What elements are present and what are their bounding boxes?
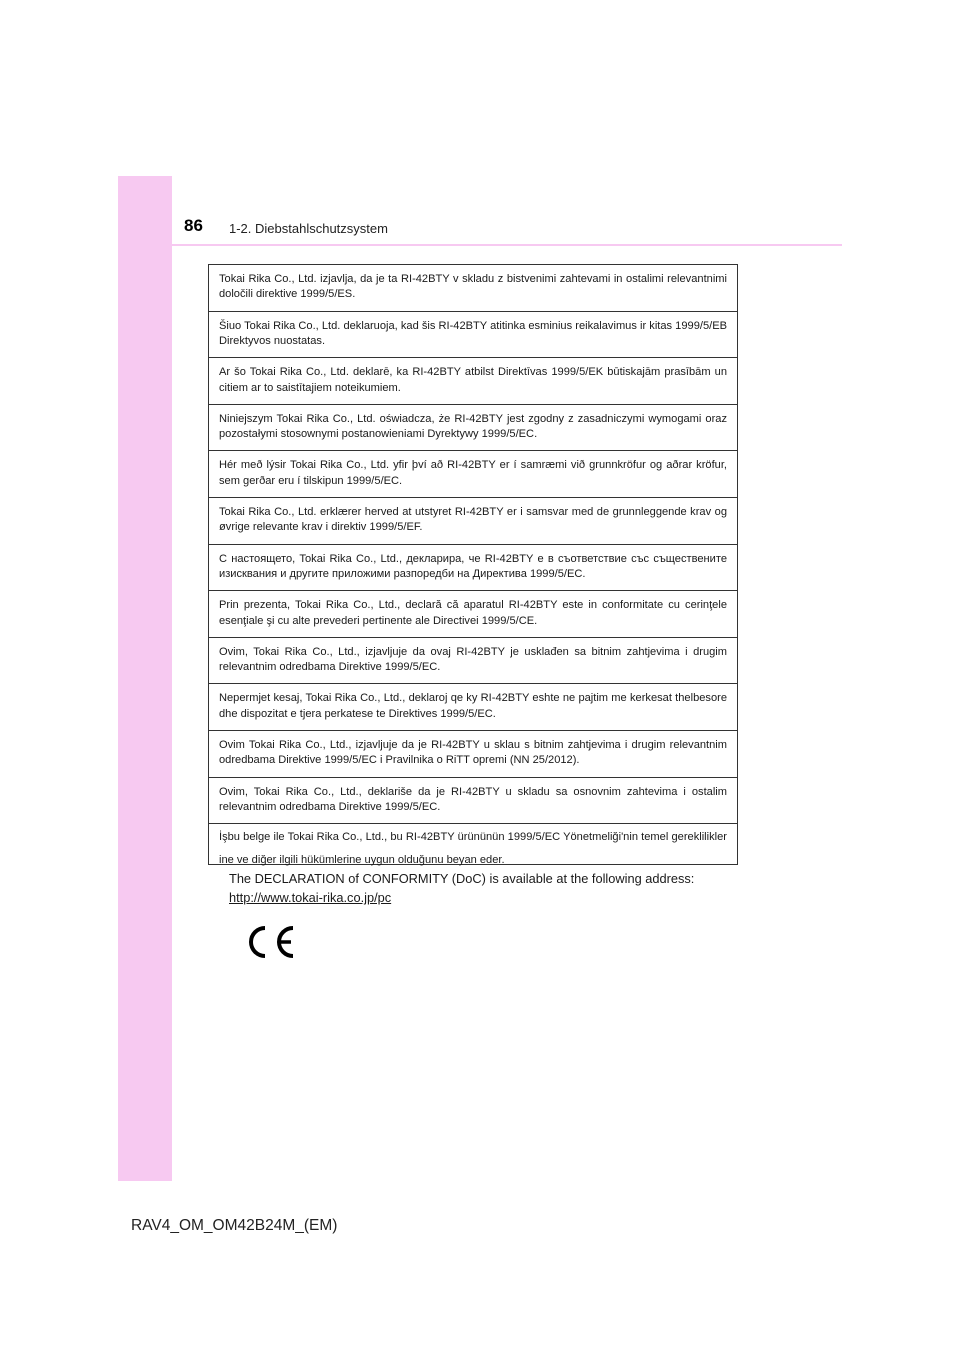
ce-mark-icon	[243, 924, 299, 965]
page-number: 86	[184, 216, 203, 235]
document-code: RAV4_OM_OM42B24M_(EM)	[131, 1217, 338, 1234]
declaration-row-croatian: Ovim Tokai Rika Co., Ltd., izjavljuje da je RI-42BTY u sklau s bitnim zahtjevima i drugim relevantnim odredbama Direktive 1999/5/EC i Pravilnika o RiTT opremi (NN 25/2012).	[209, 731, 737, 778]
doc-availability-note: The DECLARATION of CONFORMITY (DoC) is available at the following address:	[229, 871, 695, 886]
declaration-row-lithuanian: Šiuo Tokai Rika Co., Ltd. deklaruoja, kad šis RI-42BTY atitinka esminius reikalavimus ir kitas 1999/5/EB Direktyvos nuostatas.	[209, 312, 737, 359]
header-rule	[172, 244, 842, 246]
section-title: 1-2. Diebstahlschutzsystem	[229, 221, 388, 236]
declaration-row-bosnian: Ovim, Tokai Rika Co., Ltd., izjavljuje da ovaj RI-42BTY je usklađen sa bitnim zahtjevima i drugim relevantnim odredbama Direktive 1999/5/EC.	[209, 638, 737, 685]
declaration-row-icelandic: Hér með lýsir Tokai Rika Co., Ltd. yfir því að RI-42BTY er í samræmi við grunnkröfur og aðrar kröfur, sem gerðar eru í tilskipun 1999/5/EC.	[209, 451, 737, 498]
declaration-row-romanian: Prin prezenta, Tokai Rika Co., Ltd., declară că aparatul RI-42BTY este in conformitate cu cerinţele esenţiale şi cu alte prevederi pertinente ale Directivei 1999/5/CE.	[209, 591, 737, 638]
declaration-row-bulgarian: С настоящето, Tokai Rika Co., Ltd., декларира, че RI-42BTY е в съответствие със съществените изисквания и другите приложими разпоредби на Директива 1999/5/EC.	[209, 545, 737, 592]
declaration-row-serbian: Ovim, Tokai Rika Co., Ltd., deklariše da je RI-42BTY u skladu sa osnovnim zahtevima i ostalim relevantnim odredbama Direktive 1999/5/EC.	[209, 778, 737, 825]
side-color-strip	[118, 176, 172, 1181]
declaration-row-polish: Niniejszym Tokai Rika Co., Ltd. oświadcza, że RI-42BTY jest zgodny z zasadniczymi wymogami oraz pozostałymi stosownymi postanowieniami Dyrektywy 1999/5/EC.	[209, 405, 737, 452]
declaration-row-slovenian: Tokai Rika Co., Ltd. izjavlja, da je ta RI-42BTY v skladu z bistvenimi zahtevami in ostalimi relevantnimi določili direktive 1999/5/ES.	[209, 265, 737, 312]
declaration-row-albanian: Nepermjet kesaj, Tokai Rika Co., Ltd., deklaroj qe ky RI-42BTY eshte ne pajtim me kerkesat thelbesore dhe dispozitat e tjera perkatese te Direktives 1999/5/EC.	[209, 684, 737, 731]
declaration-row-latvian: Ar šo Tokai Rika Co., Ltd. deklarē, ka RI-42BTY atbilst Direktīvas 1999/5/EK būtiskajām prasībām un citiem ar to saistītajiem noteikumiem.	[209, 358, 737, 405]
declaration-table	[208, 264, 738, 865]
declaration-row-turkish: İşbu belge ile Tokai Rika Co., Ltd., bu RI-42BTY ürününün 1999/5/EC Yönetmeliği'nin temel gereklilikler ine ve diğer ilgili hükümlerine uygun olduğunu beyan eder.	[219, 831, 727, 867]
doc-url-link[interactable]: http://www.tokai-rika.co.jp/pc	[229, 890, 392, 905]
declaration-row-norwegian: Tokai Rika Co., Ltd. erklærer herved at utstyret RI-42BTY er i samsvar med de grunnleggende krav og øvrige relevante krav i direktiv 1999/5/EF.	[209, 498, 737, 545]
